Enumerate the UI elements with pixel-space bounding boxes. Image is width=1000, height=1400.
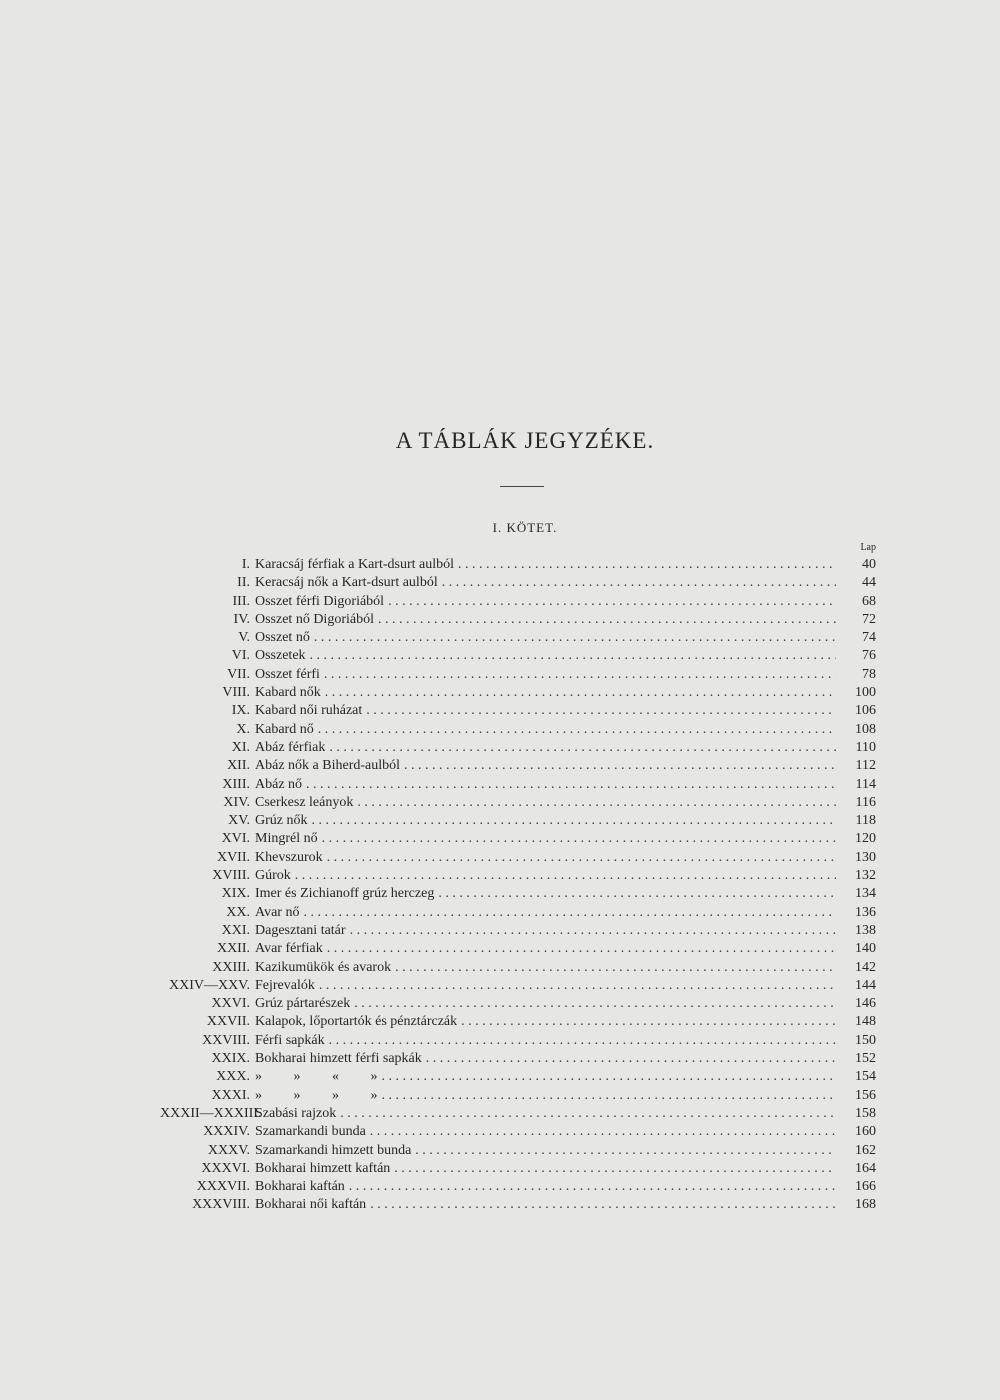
plate-entry: [255, 593, 836, 611]
dot-leader: [415, 1142, 836, 1160]
plate-entry: [255, 1123, 836, 1141]
plate-number: XXXII—XXXIII.: [160, 1105, 262, 1121]
toc-row: [160, 1123, 876, 1141]
plate-entry: [255, 1160, 836, 1178]
plate-number: III.: [232, 593, 250, 609]
plate-number: VII.: [227, 666, 250, 682]
page-number: 110: [855, 739, 876, 755]
plate-number: XXXVIII.: [192, 1197, 250, 1213]
plate-number: XXXV.: [207, 1142, 250, 1158]
dot-leader: [357, 794, 836, 812]
toc-row: [160, 574, 876, 592]
page-number: 156: [855, 1087, 876, 1103]
plate-entry: [255, 867, 836, 885]
dot-leader: [327, 940, 836, 958]
plate-title: Fejrevalók: [255, 977, 315, 993]
plate-entry: [255, 1142, 836, 1160]
plate-number: XV.: [228, 813, 250, 829]
toc-row: [160, 611, 876, 629]
plate-number: XX.: [226, 904, 250, 920]
toc-row: [160, 977, 876, 995]
dot-leader: [310, 647, 836, 665]
dot-leader: [349, 1178, 836, 1196]
page-number: 142: [855, 959, 876, 975]
volume-heading: I. KÖTET.: [492, 520, 558, 535]
page-number: 136: [855, 904, 876, 920]
plate-number: XXVIII.: [202, 1032, 250, 1048]
toc-row: [160, 757, 876, 775]
page-number: 118: [855, 813, 876, 829]
page-number: 132: [855, 868, 876, 884]
plate-number: XII.: [227, 758, 250, 774]
toc-row: [160, 885, 876, 903]
page-number: 108: [855, 721, 876, 737]
plate-entry: [255, 849, 836, 867]
plate-title: Kalapok, lőportartók és pénztárczák: [255, 1014, 458, 1030]
toc-row: [160, 904, 876, 922]
plate-entry: [255, 647, 836, 665]
plate-entry: [255, 940, 836, 958]
dot-leader: [318, 721, 836, 739]
toc-row: [160, 1050, 876, 1068]
dot-leader: [354, 995, 836, 1013]
plate-entry: [255, 574, 836, 592]
dot-leader: [378, 611, 836, 629]
toc-row: [160, 593, 876, 611]
plate-entry: [255, 611, 836, 629]
page-number: 158: [855, 1105, 876, 1121]
plate-title: Avar férfiak: [255, 941, 323, 957]
plate-number: IX.: [231, 703, 250, 719]
dot-leader: [340, 1105, 836, 1123]
plate-number: XXXI.: [211, 1087, 250, 1103]
plate-title: Karacsáj férfiak a Kart-dsurt aulból: [255, 557, 455, 572]
dot-leader: [322, 830, 836, 848]
plate-number: XXII.: [216, 941, 250, 957]
toc-row: [160, 1013, 876, 1031]
page-number: 166: [855, 1179, 876, 1195]
dot-leader: [350, 922, 836, 940]
toc-row: [160, 776, 876, 794]
plate-number: XXVII.: [206, 1014, 250, 1030]
plate-title: Osszetek: [255, 648, 306, 664]
toc-row: [160, 739, 876, 757]
plate-entry: [255, 1032, 836, 1050]
plate-number: XXIII.: [212, 959, 250, 975]
plate-number: XVIII.: [212, 868, 250, 884]
toc-row: [160, 849, 876, 867]
dot-leader: [382, 1087, 837, 1105]
dot-leader: [312, 812, 837, 830]
plate-title: Abáz nők a Biherd-aulból: [255, 758, 401, 774]
page-number: 162: [855, 1142, 876, 1158]
page-number: 138: [855, 922, 876, 938]
toc-row: [160, 1068, 876, 1086]
plate-number: XXX.: [216, 1069, 250, 1085]
dot-leader: [329, 1032, 836, 1050]
dot-leader: [306, 776, 836, 794]
plate-number: I.: [241, 557, 250, 572]
page-number: 144: [855, 977, 876, 993]
plate-number: XIII.: [222, 776, 250, 792]
dot-leader: [327, 849, 836, 867]
toc-row: [160, 1142, 876, 1160]
toc-row: [160, 629, 876, 647]
plate-number: XXXVII.: [196, 1179, 250, 1195]
dot-leader: [325, 684, 836, 702]
toc-row: [160, 959, 876, 977]
plate-title: Férfi sapkák: [255, 1032, 325, 1048]
plate-entry: [255, 1105, 836, 1123]
plate-title: Keracsáj nők a Kart-dsurt aulból: [255, 575, 438, 591]
plate-number: XXXVI.: [201, 1160, 250, 1176]
plate-title: Szabási rajzok: [255, 1105, 337, 1121]
plate-number: VIII.: [222, 685, 250, 701]
toc-row: [160, 995, 876, 1013]
plate-title: Avar nő: [255, 904, 300, 920]
dot-leader: [404, 757, 836, 775]
plate-title: Szamarkandi bunda: [255, 1124, 366, 1140]
toc-row: [160, 556, 876, 574]
dot-leader: [324, 666, 836, 684]
toc-row: [160, 794, 876, 812]
plate-entry: [255, 666, 836, 684]
dot-leader: [370, 1196, 836, 1214]
dot-leader: [319, 977, 836, 995]
page-number: 160: [855, 1124, 876, 1140]
dot-leader: [442, 574, 836, 592]
dot-leader: [314, 629, 836, 647]
dot-leader: [382, 1068, 837, 1086]
page-number: 72: [862, 611, 876, 627]
page-number: 146: [855, 996, 876, 1012]
toc-row: [160, 830, 876, 848]
toc-row: [160, 721, 876, 739]
plate-number: IV.: [233, 611, 250, 627]
plate-title: Abáz nő: [255, 776, 303, 792]
page-number: 116: [855, 794, 876, 810]
plate-entry: [255, 1178, 836, 1196]
page-number: 140: [855, 941, 876, 957]
plate-number: XIX.: [221, 886, 250, 902]
plate-title: Kabard női ruházat: [255, 703, 363, 719]
plate-title: Bokharai kaftán: [255, 1179, 345, 1195]
plate-title: Imer és Zichianoff grúz herczeg: [255, 886, 435, 902]
plate-title: Kazikumükök és avarok: [255, 959, 392, 975]
toc-row: [160, 702, 876, 720]
dot-leader: [366, 702, 836, 720]
page-column-label: Lap: [860, 542, 876, 553]
page-title: A TÁBLÁK JEGYZÉKE.: [395, 428, 655, 453]
dot-leader: [395, 959, 836, 977]
page-number: 40: [862, 557, 876, 572]
plate-entry: [255, 885, 836, 903]
plate-entry: [255, 812, 836, 830]
toc-row: [160, 1160, 876, 1178]
plate-entry: [255, 1050, 836, 1068]
toc-row: [160, 1032, 876, 1050]
plate-entry: [255, 721, 836, 739]
plate-entry: [255, 702, 836, 720]
plate-title: » » » »: [255, 1087, 378, 1103]
plate-title: Osszet férfi Digoriából: [255, 593, 385, 609]
plate-title: Osszet férfi: [255, 666, 320, 682]
plate-entry: [255, 776, 836, 794]
plate-title: Grúz pártarészek: [255, 996, 351, 1012]
toc-row: [160, 812, 876, 830]
plate-title: Bokharai himzett kaftán: [255, 1160, 391, 1176]
plate-entry: [255, 959, 836, 977]
plate-entry: [255, 830, 836, 848]
plate-number: VI.: [231, 648, 250, 664]
page-number: 164: [855, 1160, 876, 1176]
plate-number: XVI.: [221, 831, 250, 847]
page-number: 76: [862, 648, 876, 664]
plate-number: XXXIV.: [203, 1124, 250, 1140]
plate-entry: [255, 1013, 836, 1031]
plate-number: V.: [238, 630, 250, 646]
plate-title: Khevszurok: [255, 849, 323, 865]
dot-leader: [426, 1050, 836, 1068]
dot-leader: [370, 1123, 836, 1141]
table-of-plates: [160, 556, 876, 1215]
plate-number: XI.: [231, 739, 250, 755]
plate-title: Mingrél nő: [255, 831, 318, 847]
plate-number: XVII.: [216, 849, 250, 865]
dot-leader: [458, 556, 836, 574]
plate-entry: [255, 1196, 836, 1214]
toc-row: [160, 922, 876, 940]
plate-entry: [255, 977, 836, 995]
dot-leader: [329, 739, 836, 757]
plate-title: Szamarkandi himzett bunda: [255, 1142, 412, 1158]
dot-leader: [388, 593, 836, 611]
plate-title: » » « »: [255, 1069, 378, 1085]
toc-row: [160, 666, 876, 684]
plate-title: Kabard nők: [255, 685, 321, 701]
page-number: 106: [855, 703, 876, 719]
page-number: 114: [855, 776, 876, 792]
page-number: 120: [855, 831, 876, 847]
page-number: 100: [855, 685, 876, 701]
page-number: 130: [855, 849, 876, 865]
plate-entry: [255, 757, 836, 775]
plate-number: X.: [236, 721, 250, 737]
plate-title: Abáz férfiak: [255, 739, 326, 755]
dot-leader: [394, 1160, 836, 1178]
toc-row: [160, 1105, 876, 1123]
plate-entry: [255, 794, 836, 812]
plate-number: XIV.: [223, 794, 250, 810]
plate-entry: [255, 629, 836, 647]
plate-entry: [255, 995, 836, 1013]
plate-title: Gúrok: [255, 868, 291, 884]
plate-entry: [255, 922, 836, 940]
plate-number: XXIX.: [211, 1051, 250, 1067]
page-number: 68: [862, 593, 876, 609]
plate-number: XXVI.: [211, 996, 250, 1012]
page-number: 134: [855, 886, 876, 902]
title-divider: [500, 486, 544, 487]
dot-leader: [295, 867, 836, 885]
page-number: 148: [855, 1014, 876, 1030]
dot-leader: [303, 904, 836, 922]
page-number: 44: [862, 575, 876, 591]
plate-title: Cserkesz leányok: [255, 794, 354, 810]
page-number: 154: [855, 1069, 876, 1085]
plate-entry: [255, 739, 836, 757]
toc-row: [160, 1178, 876, 1196]
page-number: 78: [862, 666, 876, 682]
plate-title: Bokharai női kaftán: [255, 1197, 367, 1213]
plate-title: Osszet nő: [255, 630, 310, 646]
toc-row: [160, 684, 876, 702]
plate-title: Grúz nők: [255, 813, 308, 829]
plate-entry: [255, 1068, 836, 1086]
page-number: 150: [855, 1032, 876, 1048]
toc-row: [160, 867, 876, 885]
toc-row: [160, 647, 876, 665]
plate-entry: [255, 684, 836, 702]
page-number: 112: [855, 758, 876, 774]
plate-entry: [255, 1087, 836, 1105]
plate-number: XXIV—XXV.: [168, 977, 250, 993]
page-number: 152: [855, 1051, 876, 1067]
plate-number: XXI.: [221, 922, 250, 938]
plate-title: Osszet nő Digoriából: [255, 611, 374, 627]
dot-leader: [461, 1013, 836, 1031]
plate-title: Bokharai himzett férfi sapkák: [255, 1051, 422, 1067]
toc-row: [160, 1196, 876, 1214]
toc-row: [160, 940, 876, 958]
toc-row: [160, 1087, 876, 1105]
dot-leader: [438, 885, 836, 903]
plate-title: Dagesztani tatár: [255, 922, 346, 938]
plate-entry: [255, 904, 836, 922]
page-number: 74: [862, 630, 876, 646]
page-number: 168: [855, 1197, 876, 1213]
plate-number: II.: [237, 575, 250, 591]
plate-entry: [255, 556, 836, 574]
plate-title: Kabard nő: [255, 721, 314, 737]
